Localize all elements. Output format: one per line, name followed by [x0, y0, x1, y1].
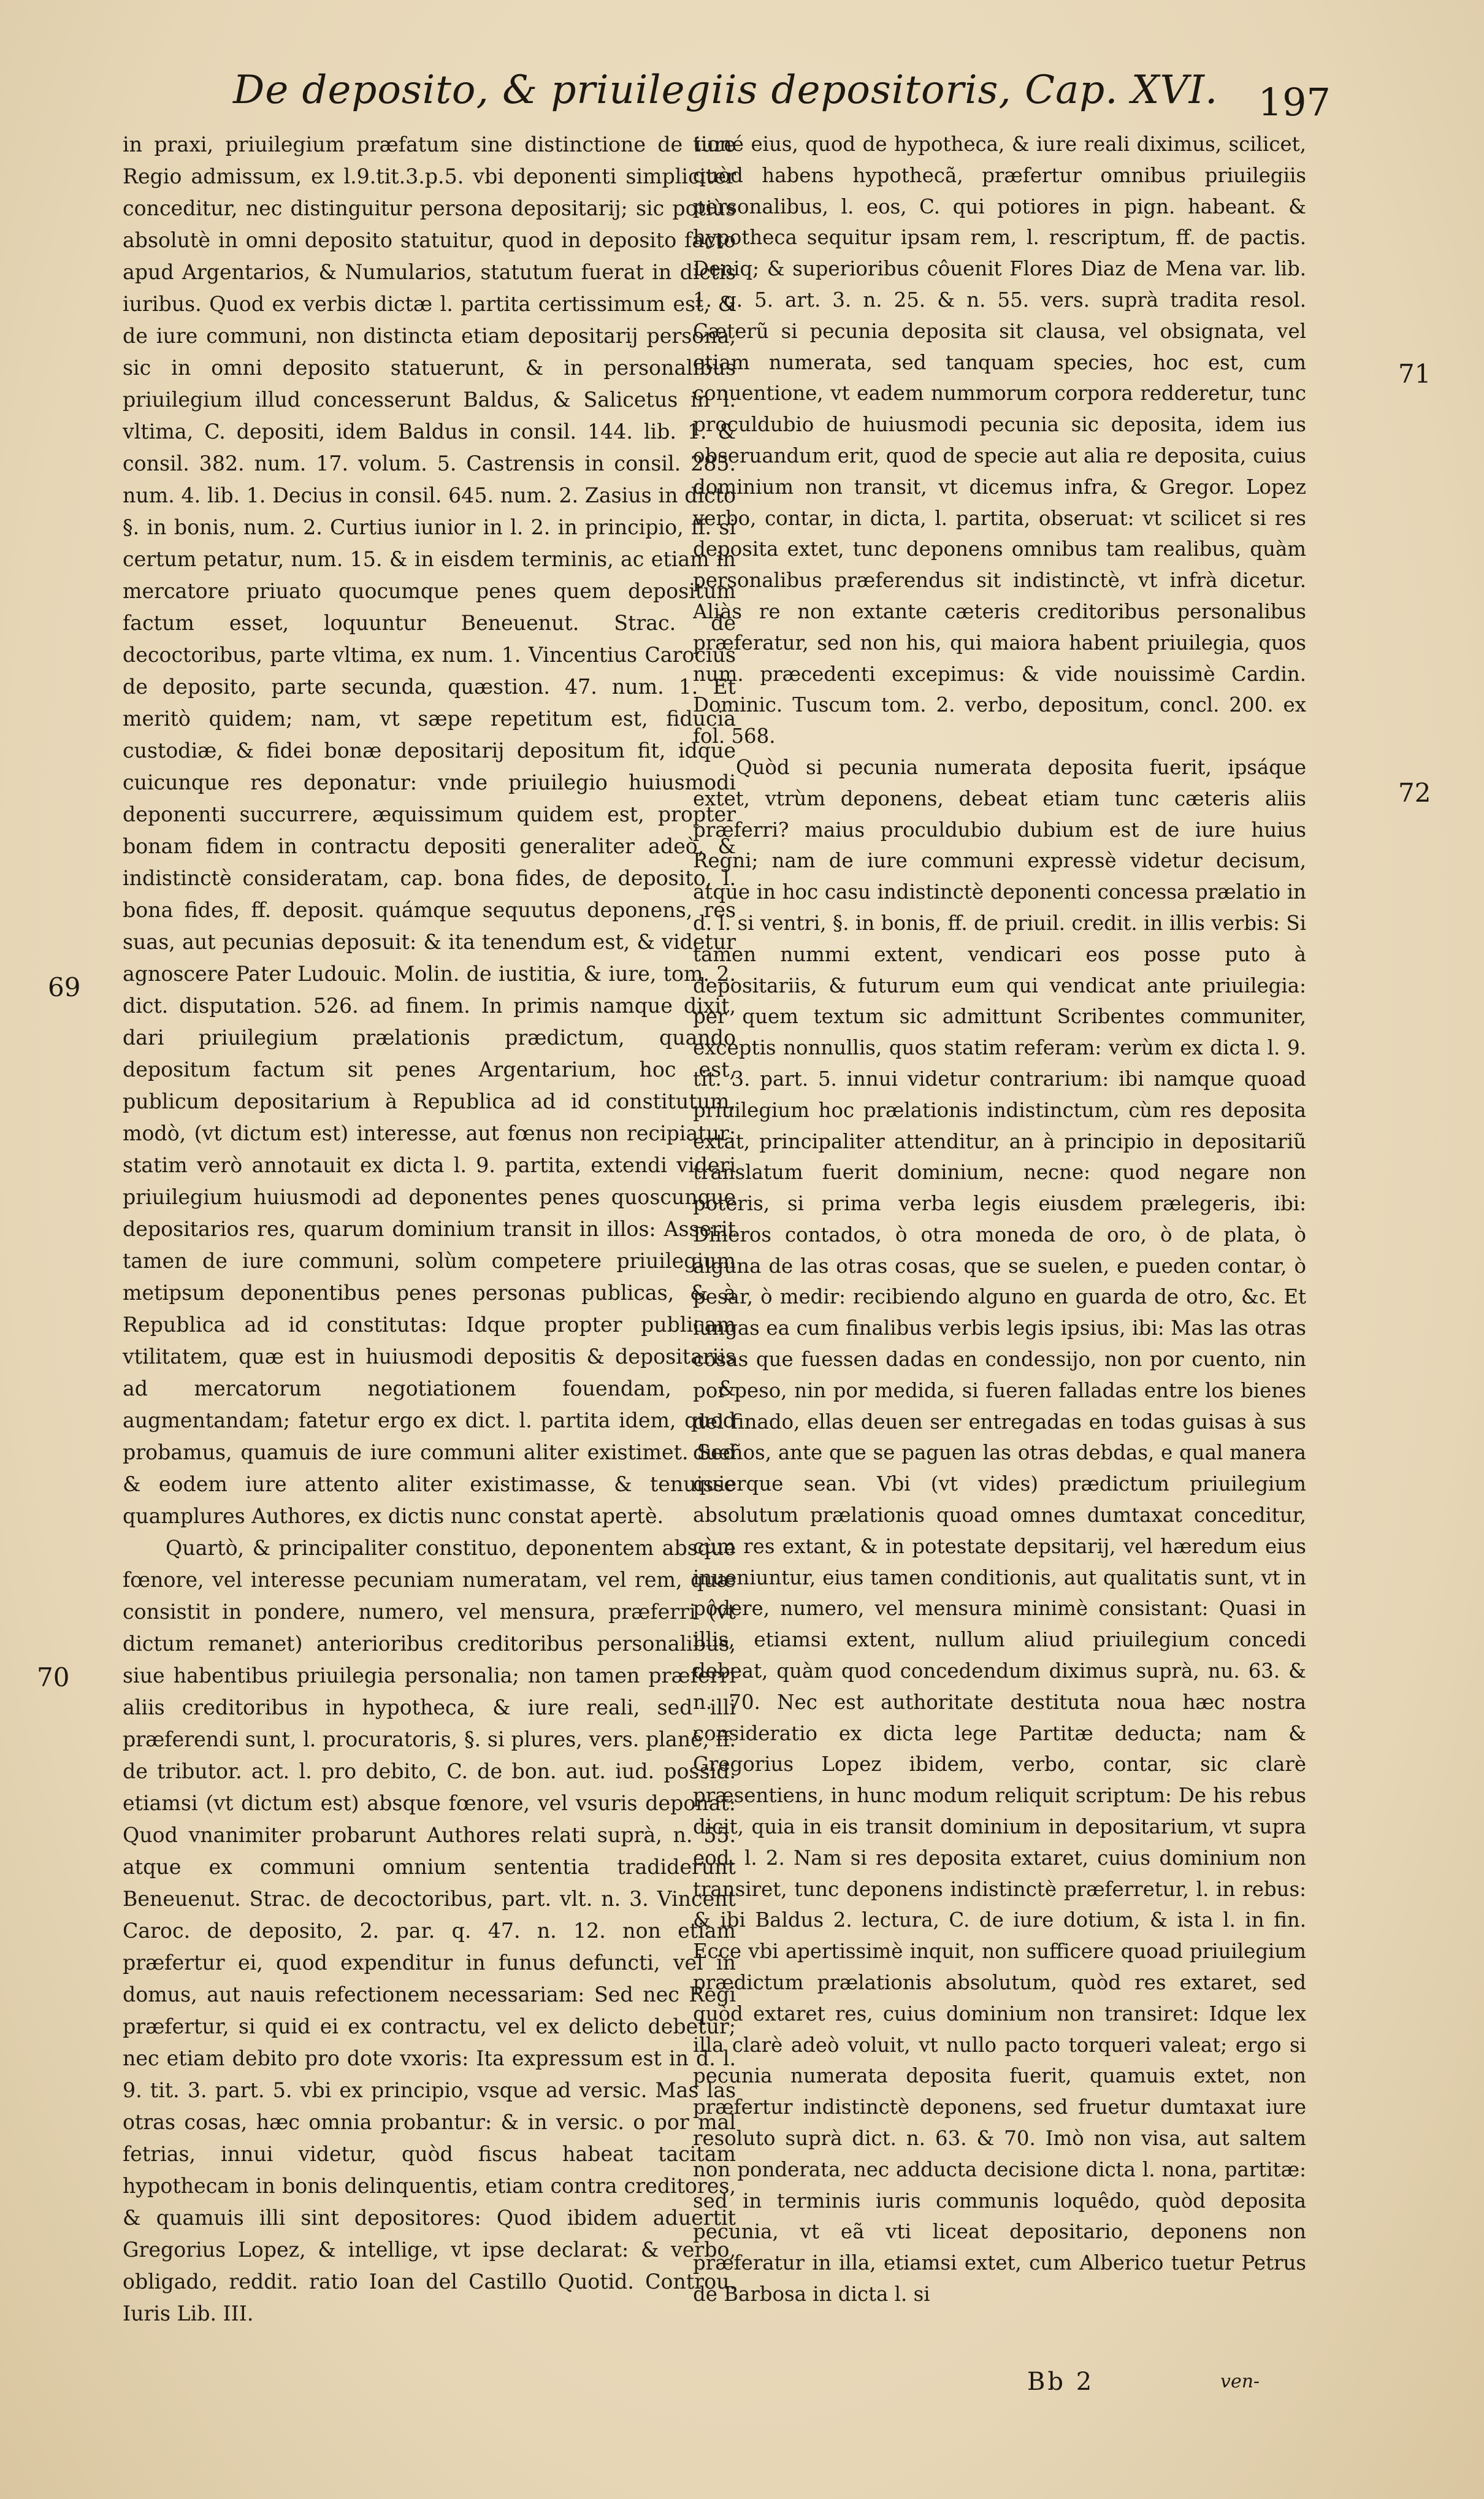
running-header — [233, 67, 1331, 135]
margin-number-71: 71 — [1398, 359, 1431, 389]
right-column — [693, 129, 1306, 2310]
page-number: 197 — [1258, 80, 1331, 125]
margin-number-69: 69 — [48, 972, 81, 1002]
running-title: De deposito, & priuilegiis depositoris, Cap. XVI. — [233, 67, 1218, 113]
margin-number-72: 72 — [1398, 778, 1431, 808]
catchword: ven- — [1220, 2371, 1260, 2392]
left-paragraph-2: Quartò, & principaliter constituo, deponentem absque fœnore, vel interesse pecuniam numeratam, vel rem, quæ consistit in pondere, numero, vel mensura, præferri (vt dictum remanet) anterioribus creditoribus personalibus, siue habentibus priuilegia personalia; non tamen præferri aliis creditoribus in hypotheca, & iure reali, sed illi præferendi sunt, l. procuratoris, §. si plures, vers. planè, ff. de tributor. act. l. pro debito, C. de bon. aut. iud. possid. etiamsi (vt dictum est) absque fœnore, vel vsuris deponat: Quod vnanimiter probarunt Authores relati suprà, n. 55. atque ex communi omnium sententia tradiderunt Beneuenut. Strac. de decoctoribus, part. vlt. n. 3. Vincent Caroc. de deposito, 2. par. q. 47. n. 12. non etiam præfertur ei, quod expenditur in funus defuncti, vel in domus, aut nauis refectionem necessariam: Sed nec Regi præfertur, si quid ei ex contractu, vel ex delicto debetur; nec etiam debito pro dote vxoris: Ita expressum est in d. l. 9. tit. 3. part. 5. vbi ex principio, vsque ad versic. Mas las otras cosas, hæc omnia probantur: & in versic. o por mal fetrias, innui videtur, quòd fiscus habeat tacitam hypothecam in bonis delinquentis, etiam contra creditores, & quamuis illi sint depositores: Quod ibidem aduertit Gregorius Lopez, & intellige, vt ipse declarat: & verbo, obligado, reddit. ratio Ioan del Castillo Quotid. Controu. Iuris Lib. III. — [123, 1536, 736, 2325]
right-paragraph-2: Quòd si pecunia numerata deposita fuerit, ipsáque extet, vtrùm deponens, debeat etiam tunc cæteris aliis præferri? maius proculdubio dubium est de iure huius Regni; nam de iure communi expressè videtur decisum, atque in hoc casu indistinctè deponenti concessa prælatio in d. l. si ventri, §. in bonis, ff. de priuil. credit. in illis verbis: Si tamen nummi extent, vendicari eos posse puto à depositariis, & futurum eum qui vendicat ante priuilegia: per quem textum sic admittunt Scribentes communiter, exceptis nonnullis, quos statim referam: verùm ex dicta l. 9. tit. 3. part. 5. innui videtur contrarium: ibi namque quoad priuilegium hoc prælationis indistinctum, cùm res deposita extat, principaliter attenditur, an à principio in depositariũ translatum fuerit dominium, necne: quod negare non poteris, si prima verba legis eiusdem prælegeris, ibi: Dineros contados, ò otra moneda de oro, ò de plata, ò alguna de las otras cosas, que se suelen, e pueden contar, ò pesar, ò medir: recibiendo alguno en guarda de otro, &c. Et iungas ea cum finalibus verbis legis ipsius, ibi: Mas las otras cosas que fuessen dadas en condessijo, non por cuento, nin por peso, nin por medida, si fueren falladas entre los bienes del finado, ellas deuen ser entregadas en todas guisas à sus dueños, ante que se paguen las otras debdas, e qual manera quierque sean. Vbi (vt vides) prædictum priuilegium absolutum prælationis quoad omnes dumtaxat conceditur, cùm res extant, & in potestate depsitarij, vel hæredum eius inueniuntur, eius tamen conditionis, aut qualitatis sunt, vt in pôdere, numero, vel mensura minimè consistant: Quasi in illis, etiamsi extent, nullum aliud priuilegium concedi debeat, quàm quod concedendum diximus suprà, nu. 63. & n. 70. Nec est authoritate destituta noua hæc nostra consideratio ex dicta lege Partitæ deducta; nam & Gregorius Lopez ibidem, verbo, contar, sic clarè præsentiens, in hunc modum reliquit scriptum: De his rebus dicit, quia in eis transit dominium in depositarium, vt supra eod. l. 2. Nam si res deposita extaret, cuius dominium non transiret, tunc deponens indistinctè præferretur, l. in rebus: & ibi Baldus 2. lectura, C. de iure dotium, & ista l. in fin. Ecce vbi apertissimè inquit, non sufficere quoad priuilegium prædictum prælationis absolutum, quòd res extaret, sed quòd extaret res, cuius dominium non transiret: Idque lex illa clarè adeò voluit, vt nullo pacto torqueri valeat; ergo si pecunia numerata deposita fuerit, quamuis extet, non præfertur indistinctè deponens, sed fruetur dumtaxat iure resoluto suprà dict. n. 63. & 70. Imò non visa, aut saltem non ponderata, nec adducta decisione dicta l. nona, partitæ: sed in terminis iuris communis loquêdo, quòd deposita pecunia, vt eã vti liceat depositario, deponens non præferatur in illa, etiamsi extet, cum Alberico tuetur Petrus de Barbosa in dicta l. si — [693, 755, 1306, 2306]
margin-number-70: 70 — [37, 1662, 70, 1692]
left-column — [123, 129, 736, 2330]
left-paragraph-1: in praxi, priuilegium præfatum sine distinctione de iure Regio admissum, ex l.9.tit.3.p.5. vbi deponenti simpliciter conceditur, nec distinguitur persona depositarij; sic potiùs absolutè in omni deposito statuitur, quod in deposito facto apud Argentarios, & Numularios, statutum fuerat in dictis iuribus. Quod ex verbis dictæ l. partita certissimum est, & de iure communi, non distincta etiam depositarij persona, sic in omni deposito statuerunt, & in personalibus priuilegium illud concesserunt Baldus, & Salicetus in l. vltima, C. depositi, idem Baldus in consil. 144. lib. 1. & consil. 382. num. 17. volum. 5. Castrensis in consil. 285. num. 4. lib. 1. Decius in consil. 645. num. 2. Zasius in dicto §. in bonis, num. 2. Curtius iunior in l. 2. in principio, ff. si certum petatur, num. 15. & in eisdem terminis, ac etiam in mercatore priuato quocumque penes quem depositum factum esset, loquuntur Beneuenut. Strac. de decoctoribus, parte vltima, ex num. 1. Vincentius Carocius de deposito, parte secunda, quæstion. 47. num. 1. Et meritò quidem; nam, vt sæpe repetitum est, fiducia custodiæ, & fidei bonæ depositarij depositum fit, idque cuicunque res deponatur: vnde priuilegio huiusmodi deponenti succurrere, æquissimum quidem est, propter bonam fidem in contractu depositi generaliter adeò, & indistinctè consideratam, cap. bona fides, de deposito, l. bona fides, ff. deposit. quámque sequutus deponens, res suas, aut pecunias deposuit: & ita tenendum est, & videtur agnoscere Pater Ludouic. Molin. de iustitia, & iure, tom. 2. dict. disputation. 526. ad finem. In primis namque dixit, dari priuilegium prælationis prædictum, quando depositum factum sit penes Argentarium, hoc est, publicum depositarium à Republica ad id constitutum, modò, (vt dictum est) interesse, aut fœnus non recipiatur; statim verò annotauit ex dicta l. 9. partita, extendi videri priuilegium huiusmodi ad deponentes penes quoscunque depositarios res, quarum dominium transit in illos: Asserit tamen de iure communi, solùm competere priuilegium metipsum deponentibus penes personas publicas, & à Republica ad id constitutas: Idque propter publicam vtilitatem, quæ est in huiusmodi depositis & depositariis ad mercatorum negotiationem fouendam, & augmentandam; fatetur ergo ex dict. l. partita idem, quod probamus, quamuis de iure communi aliter existimet. Sed & eodem iure attento aliter existimasse, & tenuisse quamplures Authores, ex dictis nunc constat apertè. — [123, 132, 736, 1528]
right-paragraph-1: tioné eius, quod de hypotheca, & iure reali diximus, scilicet, quòd habens hypothecã, præfertur omnibus priuilegiis personalibus, l. eos, C. qui potiores in pign. habeant. & hypotheca sequitur ipsam rem, l. rescriptum, ff. de pactis. Deniq; & superioribus côuenit Flores Diaz de Mena var. lib. 1. q. 5. art. 3. n. 25. & n. 55. vers. suprà tradita resol. Cæterũ si pecunia deposita sit clausa, vel obsignata, vel etiam numerata, sed tanquam species, hoc est, cum conuentione, vt eadem nummorum corpora redderetur, tunc proculdubio de huiusmodi pecunia sic deposita, idem ius obseruandum erit, quod de specie aut alia re deposita, cuius dominium non transit, vt dicemus infra, & Gregor. Lopez verbo, contar, in dicta, l. partita, obseruat: vt scilicet si res deposita extet, tunc deponens omnibus tam realibus, quàm personalibus præferendus sit indistinctè, vt infrà dicetur. Aliàs re non extante cæteris creditoribus personalibus præferatur, sed non his, qui maiora habent priuilegia, quos num. præcedenti excepimus: & vide nouissimè Cardin. Dominic. Tuscum tom. 2. verbo, depositum, concl. 200. ex fol. 568. — [693, 132, 1306, 748]
signature-mark: Bb 2 — [1027, 2368, 1095, 2396]
